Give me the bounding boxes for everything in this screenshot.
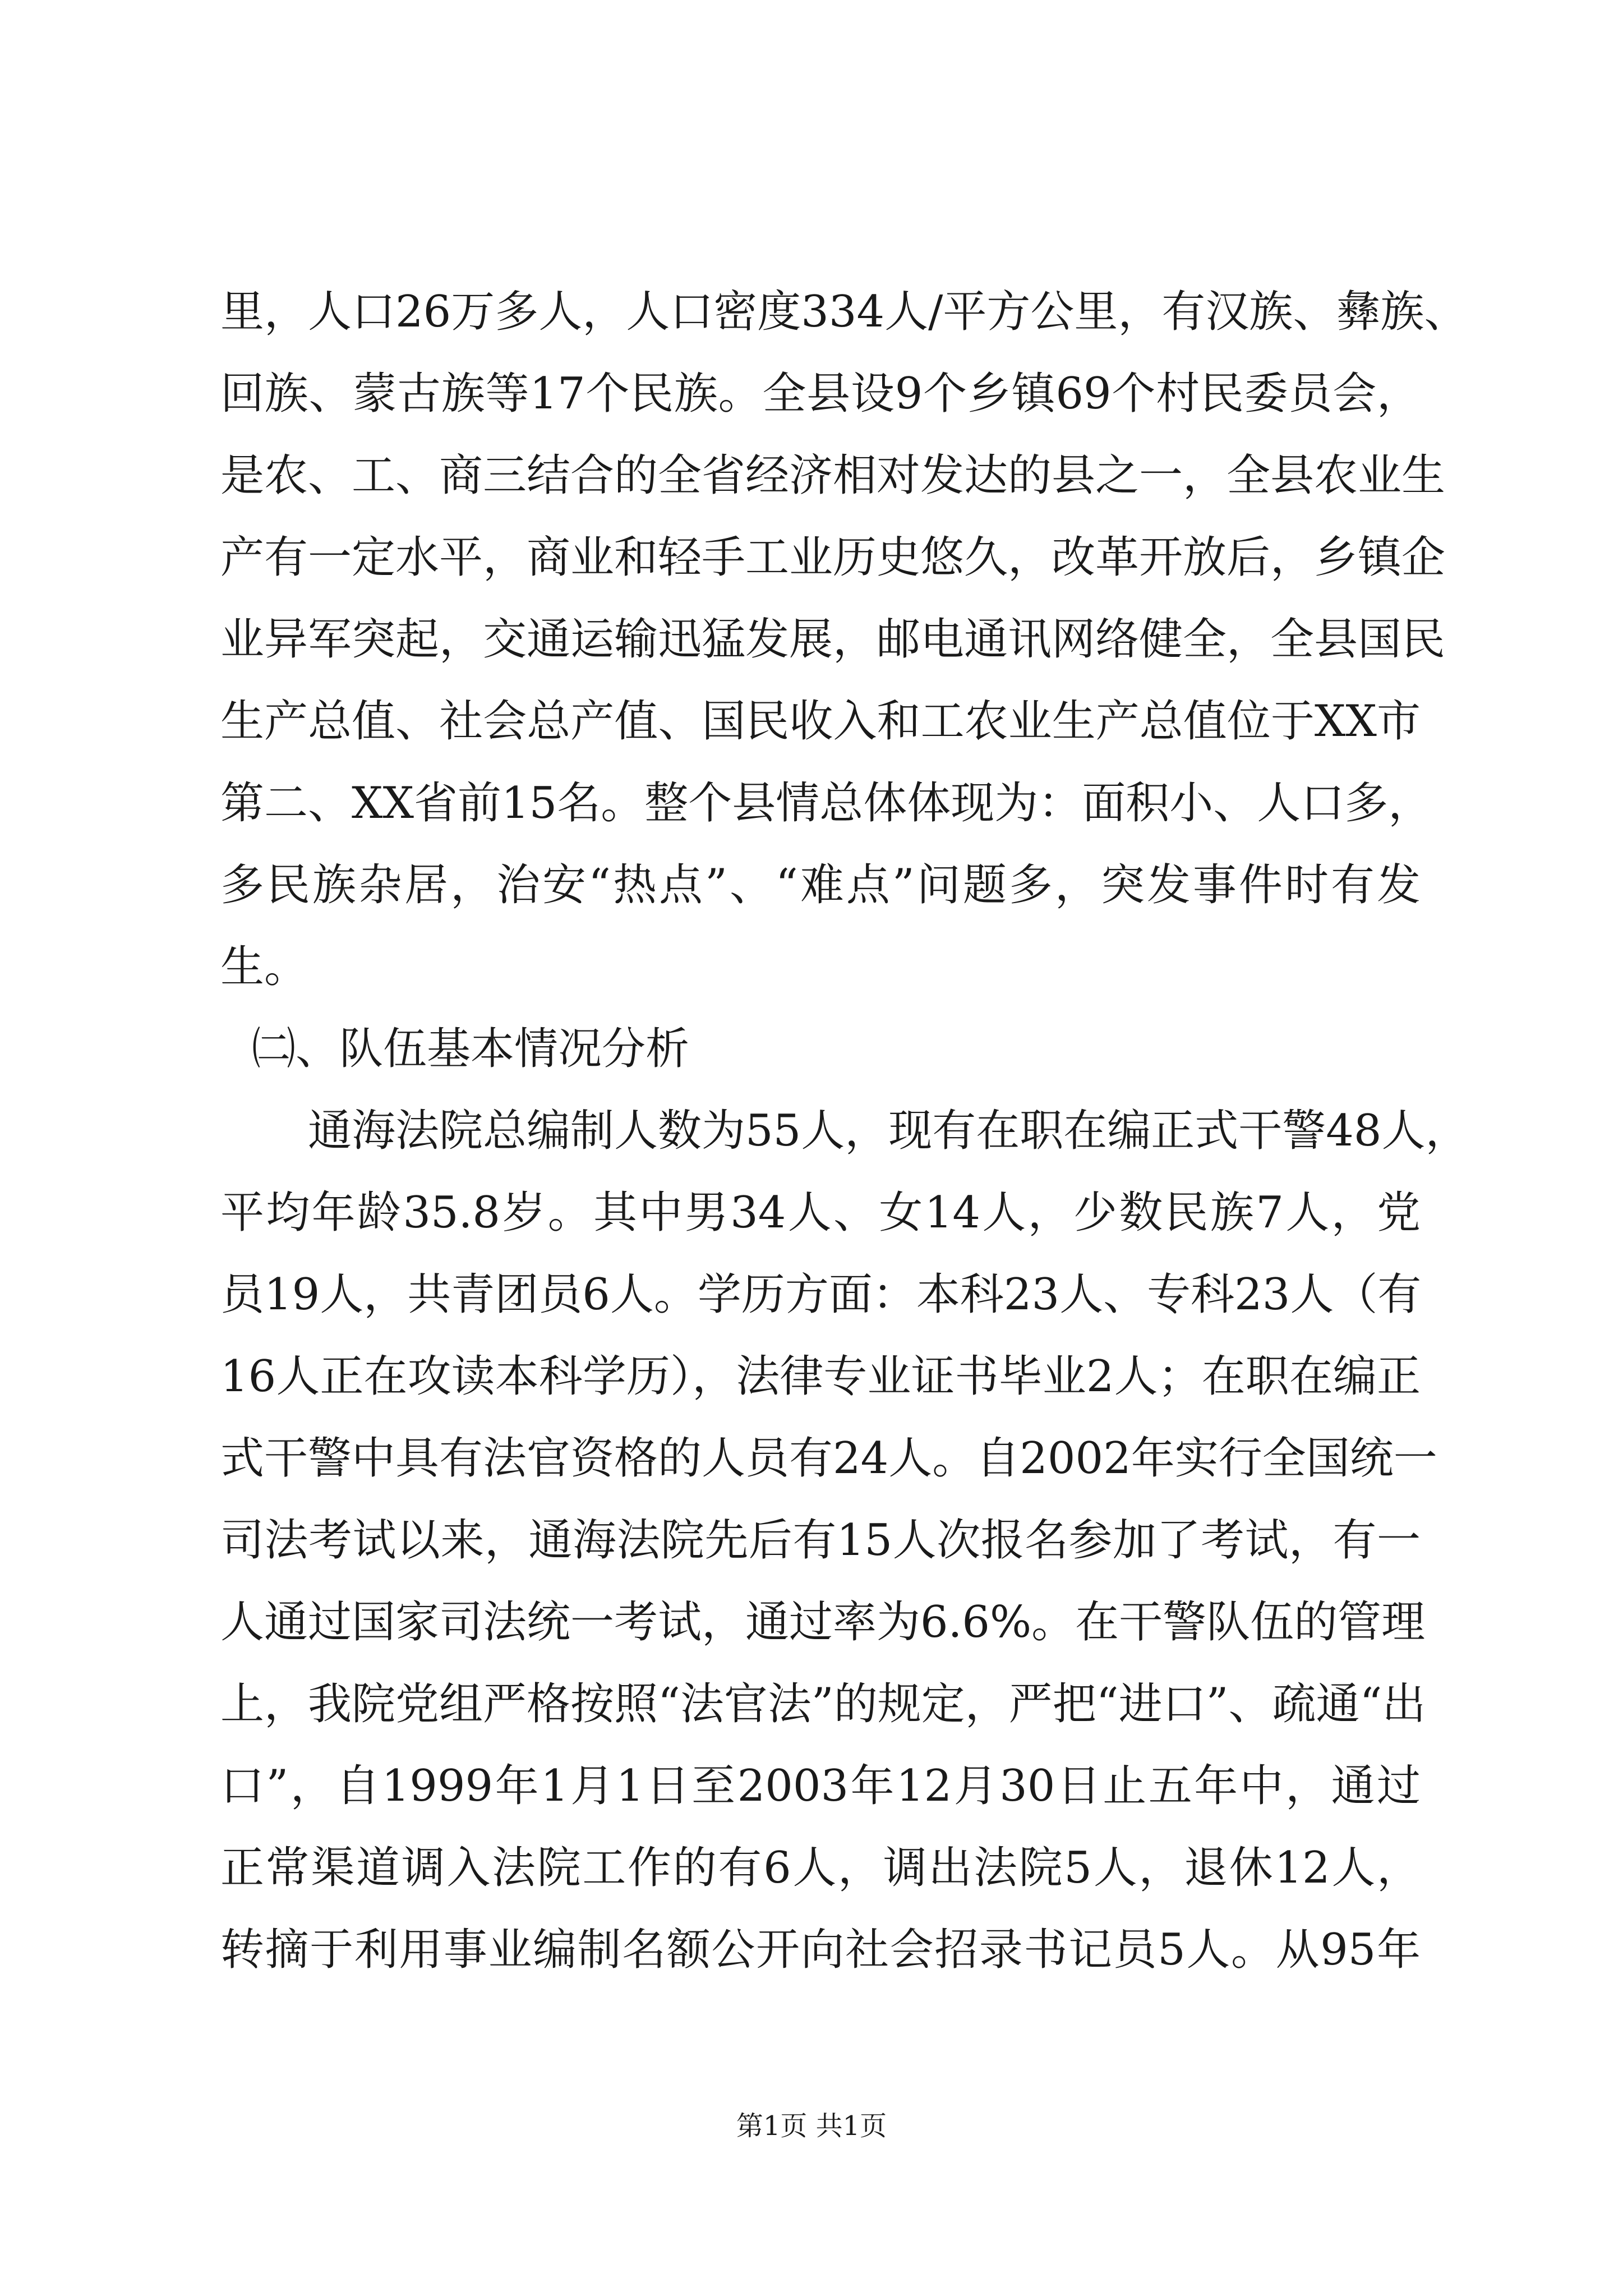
paragraph-line: 司法考试以来，通海法院先后有15人次报名参加了考试，有一 [220,1515,1421,1566]
paragraph-line: 式干警中具有法官资格的人员有24人。自2002年实行全国统一 [220,1433,1437,1484]
paragraph-line: 正常渠道调入法院工作的有6人，调出法院5人，退休12人， [220,1843,1421,1893]
paragraph-line: 平均年龄35.8岁。其中男34人、女14人，少数民族7人，党 [220,1188,1421,1238]
page-footer: 第1页 共1页 [736,2110,887,2142]
paragraph-line: 员19人，共青团员6人。学历方面：本科23人、专科23人（有 [220,1269,1422,1320]
paragraph-line: 通海法院总编制人数为55人，现有在职在编正式干警48人， [308,1106,1469,1156]
paragraph-line: 第二、XX省前15名。整个县情总体体现为：面积小、人口多， [220,778,1432,829]
paragraph-line: 转摘于利用事业编制名额公开向社会招录书记员5人。从95年 [220,1925,1421,1975]
paragraph-line: 产有一定水平，商业和轻手工业历史悠久，改革开放后，乡镇企 [220,532,1446,583]
paragraph-line: 生产总值、社会总产值、国民收入和工农业生产总值位于XX市 [220,696,1421,747]
paragraph-line: 人通过国家司法统一考试，通过率为6.6%。在干警队伍的管理 [220,1597,1426,1648]
paragraph-line: 回族、蒙古族等17个民族。全县设9个乡镇69个村民委员会， [220,369,1421,419]
paragraph-line: 生。 [220,942,308,992]
paragraph-line: 上，我院党组严格按照“法官法”的规定，严把“进口”、疏通“出 [220,1679,1426,1729]
paragraph-line: 业异军突起，交通运输迅猛发展，邮电通讯网络健全，全县国民 [220,614,1446,665]
section-heading: ㈡、队伍基本情况分析 [252,1024,690,1074]
paragraph-line: 是农、工、商三结合的全省经济相对发达的县之一，全县农业生 [220,450,1446,501]
paragraph-line: 里，人口26万多人，人口密度334人/平方公里，有汉族、彝族、 [220,287,1468,337]
paragraph-line: 口”，自1999年1月1日至2003年12月30日止五年中，通过 [220,1761,1421,1811]
paragraph-line: 16人正在攻读本科学历），法律专业证书毕业2人；在职在编正 [220,1351,1421,1402]
paragraph-line: 多民族杂居，治安“热点”、“难点”问题多，突发事件时有发 [220,860,1421,910]
